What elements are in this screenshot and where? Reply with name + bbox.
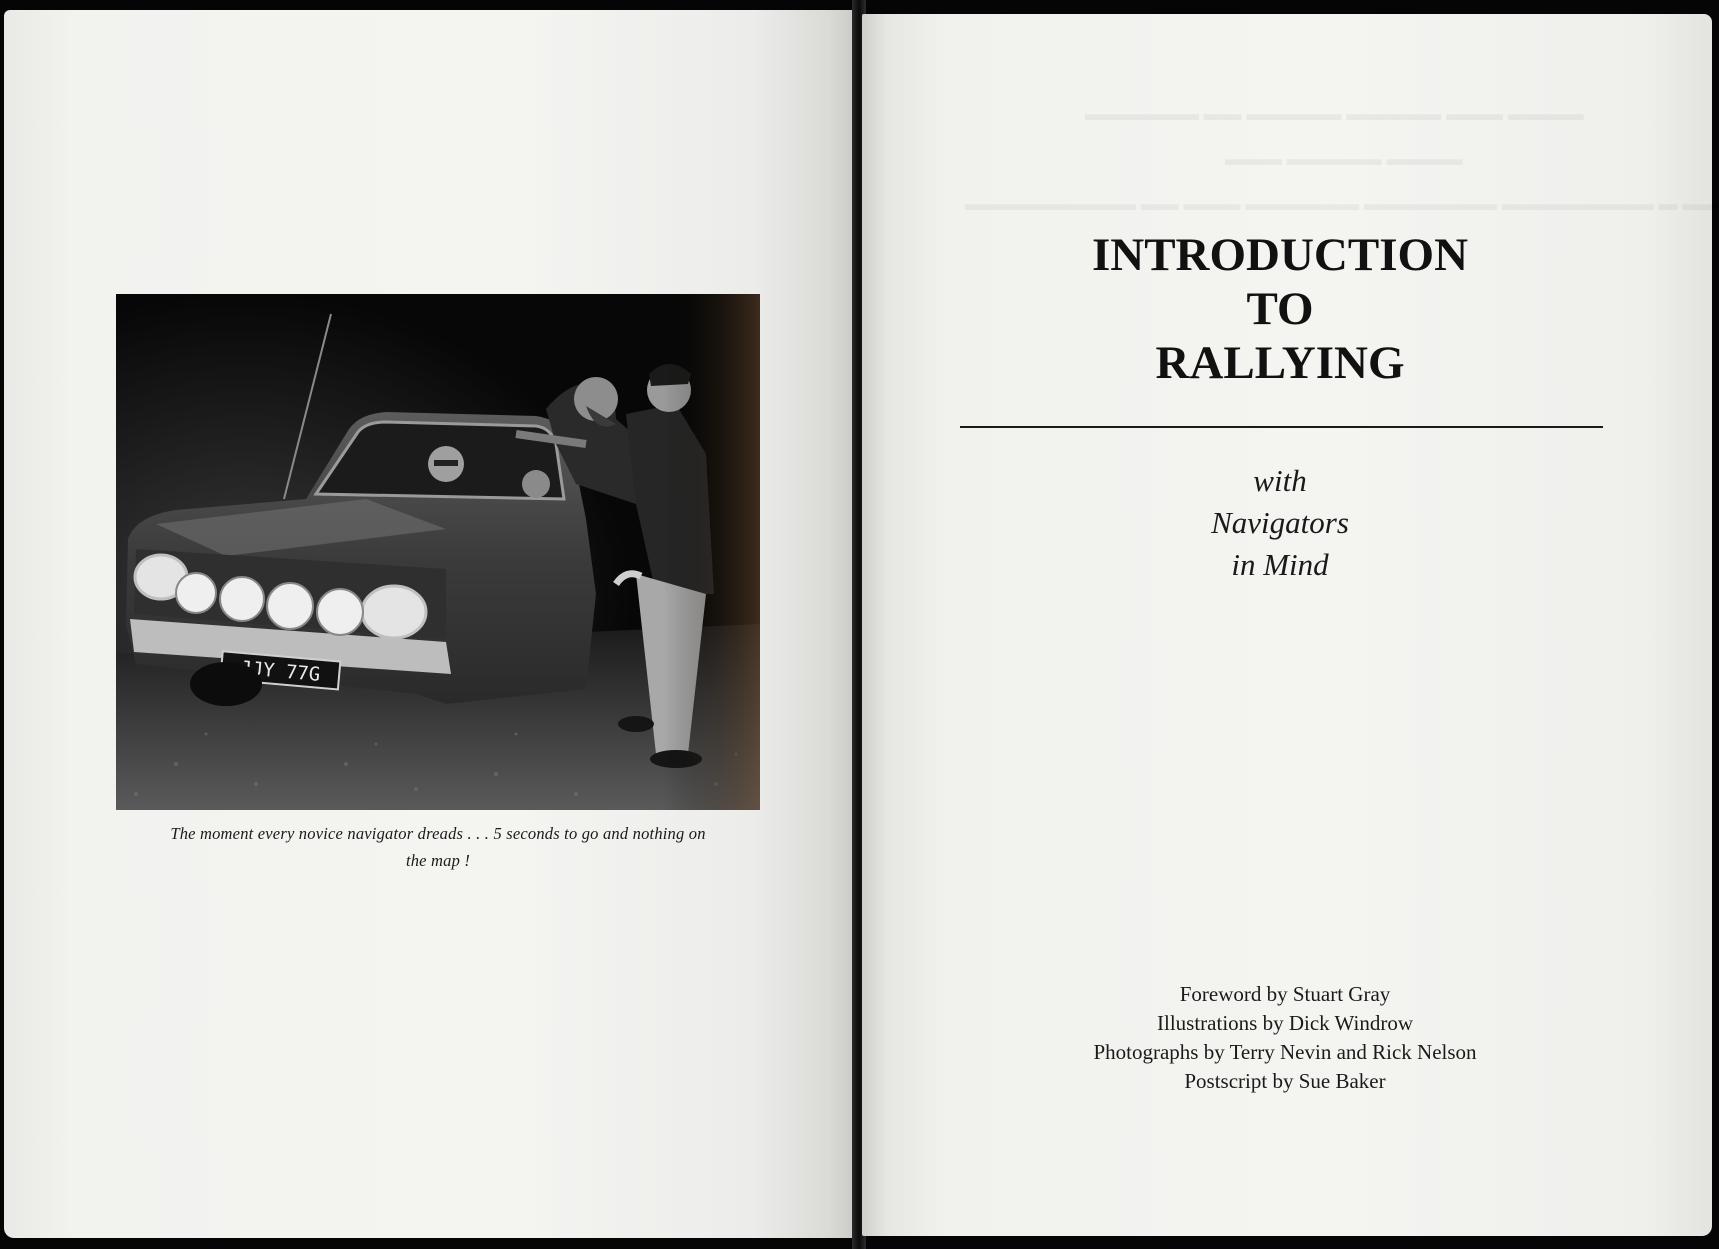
credit-illustrations: Illustrations by Dick Windrow	[1157, 1011, 1413, 1035]
caption-line-2: the map !	[405, 851, 471, 870]
credit-photographs: Photographs by Terry Nevin and Rick Nelson	[1093, 1040, 1477, 1064]
title-line-3: RALLYING	[1155, 337, 1405, 389]
book-subtitle	[1080, 460, 1480, 586]
rally-car-photo-graphic	[116, 294, 760, 810]
subtitle-line-1: with	[1253, 463, 1307, 498]
subtitle-line-3: in Mind	[1231, 547, 1329, 582]
title-line-1: INTRODUCTION	[1091, 229, 1469, 281]
show-through-text	[1085, 95, 1584, 135]
caption-line-1: The moment every novice navigator dreads . . . 5 seconds to go and nothing on	[170, 824, 706, 843]
credits-block	[1000, 980, 1570, 1096]
rally-car-photo	[116, 294, 760, 810]
photo-caption	[112, 820, 764, 874]
show-through-text	[965, 185, 1719, 225]
credit-postscript: Postscript by Sue Baker	[1184, 1069, 1386, 1093]
credit-foreword: Foreword by Stuart Gray	[1179, 982, 1391, 1006]
show-through-text	[1225, 140, 1463, 180]
title-divider	[960, 426, 1603, 428]
title-line-2: TO	[1246, 283, 1314, 335]
book-title	[960, 228, 1600, 390]
subtitle-line-2: Navigators	[1211, 505, 1349, 540]
